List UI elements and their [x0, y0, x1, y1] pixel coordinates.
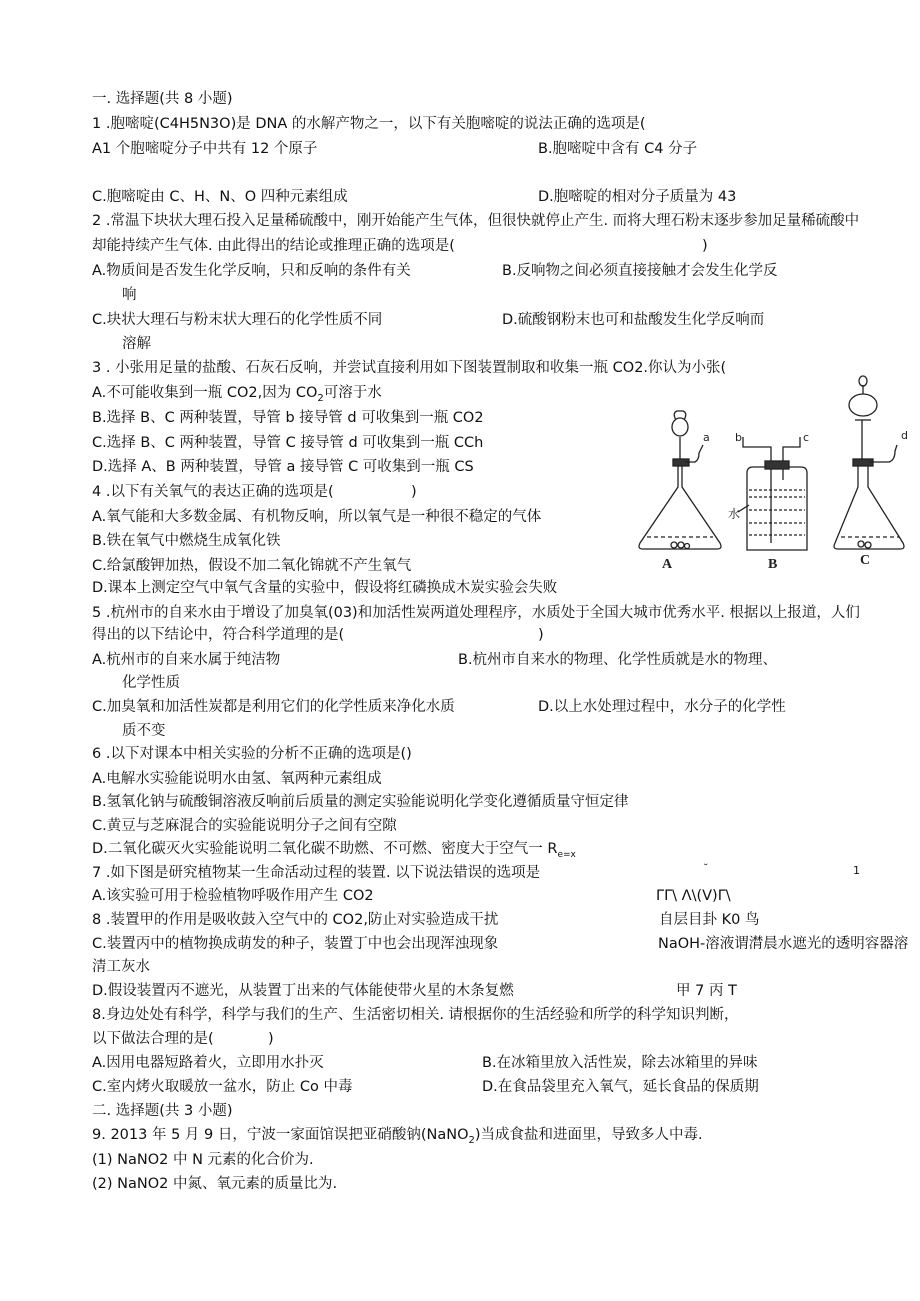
label-c-tube: c [803, 431, 810, 444]
q2-option-b-cont: 响 [122, 287, 137, 303]
q3-option-b: B.选择 B、C 两种装置，导管 b 接导管 d 可收集到一瓶 CO2 [92, 410, 484, 426]
q8-option-b: B.在冰箱里放入活性炭，除去冰箱里的异味 [482, 1055, 758, 1071]
lab-apparatus-figure [625, 365, 920, 575]
q9-stem: 9. 2013 年 5 月 9 日，宁波一家面馆误把亚硝酸钠(NaNO$_2$)当成食盐和进面里，导致多人中毒. [92, 1127, 703, 1146]
q5-stem-line2: 得出的以下结论中，符合科学道理的是( [92, 627, 345, 643]
q6-option-b: B.氢氧化钠与硫酸铜溶液反响前后质量的测定实验能说明化学变化遵循质量守恒定律 [92, 794, 629, 810]
q6-option-a: A.电解水实验能说明水由氢、氧两种元素组成 [92, 771, 382, 787]
q7-fig-row-3: NaOH-溶液谓潸晨水遮光的透明容器溶 [658, 936, 909, 952]
q7-fig-continuation: 清工灰水 [92, 959, 150, 975]
q1-option-b: B.胞嘧啶中含有 C4 分子 [538, 141, 698, 157]
q7-option-c: C.装置丙中的植物换成萌发的种子，装置丁中也会出现浑浊现象 [92, 936, 499, 952]
q6-stem: 6 .以下对课本中相关实验的分析不正确的选项是() [92, 746, 412, 762]
q7-fig-row-4: 甲 7 丙 T [676, 983, 737, 999]
q3-option-c: C.选择 B、C 两种装置，导管 C 接导管 d 可收集到一瓶 CCh [92, 435, 484, 451]
q2-paren: ) [702, 238, 708, 254]
q7-fig-tick-2: 1 [853, 864, 860, 877]
q2-stem-line2: 却能持续产生气体. 由此得出的结论或推理正确的选项是( [92, 238, 455, 254]
q8-option-a: A.因用电器短路着火，立即用水扑灭 [92, 1055, 324, 1071]
q5-option-a: A.杭州市的自来水属于纯洁物 [92, 652, 281, 668]
q5-option-b-cont: 化学性质 [122, 675, 180, 691]
label-b-tube: b [735, 431, 742, 444]
q7-stem: 7 .如下图是研究植物某一生命活动过程的装置. 以下说法错误的选项是 [92, 865, 541, 881]
q2-option-d-cont: 溶解 [122, 336, 151, 352]
q2-option-d: D.硫酸钢粉末也可和盐酸发生化学反响而 [502, 312, 765, 328]
q7-fig-row-1: ΓΓ\ Λ\(V)Γ\ [656, 888, 731, 904]
q2-option-c: C.块状大理石与粉末状大理石的化学性质不同 [92, 312, 383, 328]
q5-option-b: B.杭州市自来水的物理、化学性质就是水的物理、 [458, 652, 778, 668]
q1-option-c: C.胞嘧啶由 C、H、N、O 四种元素组成 [92, 189, 348, 205]
q3-option-a: A.不可能收集到一瓶 CO2,因为 $CO_2$可溶于水 [92, 385, 382, 404]
q2-stem-line1: 2 .常温下块状大理石投入足量稀硫酸中，刚开始能产生气体，但很快就停止产生. 而将大理石粉末逐步参加足量稀硫酸中 [92, 213, 860, 229]
q4-option-b: B.铁在氧气中燃烧生成氧化铁 [92, 533, 281, 549]
q8-option-c: C.室内烤火取暖放一盆水，防止 Co 中毒 [92, 1079, 353, 1095]
label-water: 水 [728, 507, 741, 521]
label-apparatus-b: B [768, 557, 778, 572]
q1-stem: 1 .胞嘧啶(C4H5N3O)是 DNA 的水解产物之一，以下有关胞嘧啶的说法正确的选项是( [92, 116, 646, 132]
q9-part-2: (2) NaNO2 中氮、氧元素的质量比为. [92, 1176, 338, 1192]
flask-c-icon [834, 376, 904, 549]
q7-fig-row-2: 自层目卦 K0 鸟 [659, 912, 760, 928]
q2-option-b: B.反响物之间必须直接接触才会发生化学反 [502, 263, 778, 279]
label-d-tube: d [901, 429, 908, 442]
label-a-tube: a [703, 431, 710, 444]
q4-stem: 4 .以下有关氧气的表达正确的选项是( [92, 484, 334, 500]
section-2-title: 二. 选择题(共 3 小题) [92, 1103, 233, 1119]
q3-option-d: D.选择 A、B 两种装置，导管 a 接导管 C 可收集到一瓶 CS [92, 459, 474, 475]
q1-option-d: D.胞嘧啶的相对分子质量为 43 [538, 189, 737, 205]
label-apparatus-c: C [860, 553, 871, 568]
q4-option-c: C.给氯酸钾加热，假设不加二氧化锦就不产生氧气 [92, 558, 412, 574]
q4-option-a: A.氧气能和大多数金属、有机物反响，所以氧气是一种很不稳定的气体 [92, 509, 542, 525]
q7-option-d: D.假设装置丙不遮光，从装置丁出来的气体能使带火星的木条复燃 [92, 983, 514, 999]
q5-option-d: D.以上水处理过程中，水分子的化学性 [538, 699, 786, 715]
q3-stem: 3 . 小张用足量的盐酸、石灰石反响，并尝试直接利用如下图装置制取和收集一瓶 CO2.你认为小张( [92, 360, 727, 376]
q7-fig-tick-1: ˘ [703, 862, 709, 875]
q5-option-d-cont: 质不变 [122, 723, 166, 739]
q5-option-c: C.加臭氧和加活性炭都是利用它们的化学性质来净化水质 [92, 699, 455, 715]
q6-option-c: C.黄豆与芝麻混合的实验能说明分子之间有空隙 [92, 818, 397, 834]
q8-paren: ) [268, 1031, 274, 1047]
q1-option-a: A1 个胞嘧啶分子中共有 12 个原子 [92, 141, 318, 157]
q5-paren: ) [538, 627, 544, 643]
q4-paren: ) [411, 484, 417, 500]
q5-stem-line1: 5 .杭州市的自来水由于增设了加臭氧(03)和加活性炭两道处理程序，水质处于全国大城市优秀水平. 根据以上报道，人们 [92, 605, 860, 621]
q4-option-d: D.课本上测定空气中氧气含量的实验中，假设将红磷换成木炭实验会失败 [92, 580, 558, 596]
q9-part-1: (1) NaNO2 中 N 元素的化合价为. [92, 1152, 314, 1168]
q8-option-d: D.在食品袋里充入氧气，延长食品的保质期 [482, 1079, 759, 1095]
q7-option-b: 8 .装置甲的作用是吸收鼓入空气中的 CO2,防止对实验造成干扰 [92, 912, 499, 928]
q2-option-a: A.物质间是否发生化学反响，只和反响的条件有关 [92, 263, 411, 279]
section-1-title: 一. 选择题(共 8 小题) [92, 91, 233, 107]
q8-stem-line2: 以下做法合理的是( [92, 1031, 214, 1047]
bottle-b-icon [738, 437, 807, 550]
q6-option-d: D.二氧化碳灭火实验能说明二氧化碳不助燃、不可燃、密度大于空气一 $R_{e=x}$ [92, 841, 576, 860]
label-apparatus-a: A [662, 557, 673, 572]
q8-stem-line1: 8.身边处处有科学，科学与我们的生产、生活密切相关. 请根据你的生活经验和所学的科学知识判断， [92, 1007, 739, 1023]
q7-option-a: A.该实验可用于检验植物呼吸作用产生 CO2 [92, 888, 374, 904]
